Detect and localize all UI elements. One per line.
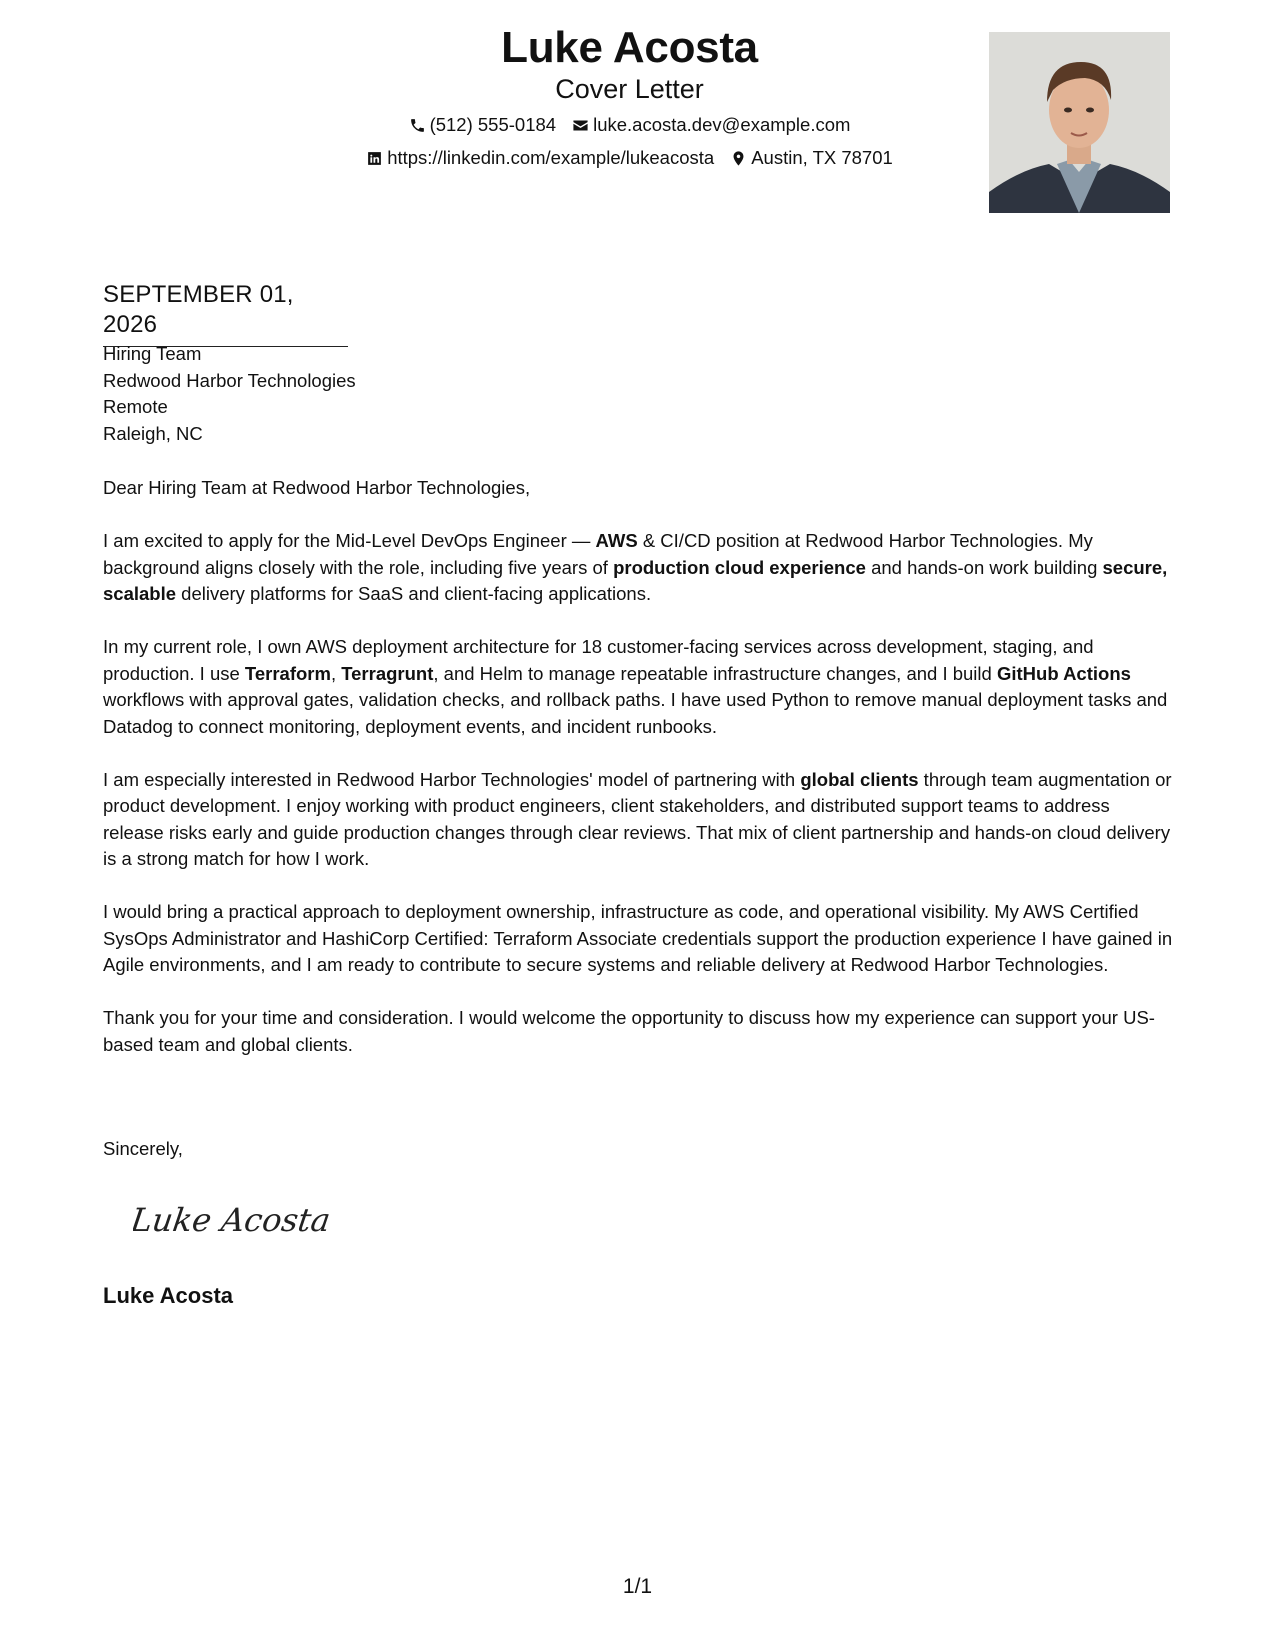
body-paragraph-3: I am especially interested in Redwood Harbor Technologies' model of partnering with global clients through team augmentation or product development. I enjoy working with product engineers, client stakeholders, and distributed support teams to address release risks early and guide production changes through clear reviews. That mix of client partnership and hands-on cloud delivery is a strong match for how I work.: [103, 768, 1172, 869]
email-contact[interactable]: [572, 113, 850, 137]
svg-text:Luke Acosta: Luke Acosta: [133, 1201, 333, 1239]
recipient-line: Redwood Harbor Technologies: [103, 369, 356, 391]
recipient-line: Remote: [103, 396, 168, 417]
linkedin-contact[interactable]: [366, 146, 714, 170]
location-contact: [730, 146, 893, 170]
closing: Sincerely,: [103, 1138, 183, 1159]
document-subtitle: Cover Letter: [555, 74, 704, 104]
phone-number: (512) 555-0184: [429, 114, 557, 135]
body-paragraph-5: Thank you for your time and consideration. I would welcome the opportunity to discuss how my experience can support your US-based team and global clients.: [103, 1007, 1155, 1055]
linkedin-url: https://linkedin.com/example/lukeacosta: [387, 147, 715, 168]
map-pin-icon: [730, 150, 747, 167]
signed-name: Luke Acosta: [103, 1283, 234, 1308]
handwritten-signature: [133, 1193, 343, 1243]
recipient-line: Hiring Team: [103, 343, 202, 364]
body-paragraph-4: I would bring a practical approach to deployment ownership, infrastructure as code, and operational visibility. My AWS Certified SysOps Administrator and HashiCorp Certified: Terraform Associate credentials support the production experience I have gained in Agile environments, and I am ready to contribute to secure systems and reliable delivery at Redwood Harbor Technologies.: [103, 901, 1173, 975]
phone-icon: [409, 117, 426, 134]
phone-contact[interactable]: [409, 113, 557, 137]
body-paragraph-2: In my current role, I own AWS deployment architecture for 18 customer-facing services across development, staging, and production. I use Terraform, Terragrunt, and Helm to manage repeatable infrastructure changes, and I build GitHub Actions workflows with approval gates, validation checks, and rollback paths. I have used Python to remove manual deployment tasks and Datadog to connect monitoring, deployment events, and incident runbooks.: [103, 636, 1168, 737]
profile-photo: [989, 32, 1170, 213]
recipient-line: Raleigh, NC: [103, 422, 203, 444]
location-text: Austin, TX 78701: [751, 147, 893, 168]
letter-body: [103, 528, 1173, 1085]
applicant-name: Luke Acosta: [501, 23, 758, 72]
recipient-block: [103, 341, 356, 447]
linkedin-icon: [366, 150, 383, 167]
email-address: luke.acosta.dev@example.com: [593, 114, 851, 135]
letter-date: SEPTEMBER 01, 2026: [103, 280, 348, 347]
page-indicator: 1/1: [622, 1575, 653, 1598]
salutation: Dear Hiring Team at Redwood Harbor Technologies,: [103, 477, 531, 498]
body-paragraph-1: I am excited to apply for the Mid-Level DevOps Engineer — AWS & CI/CD position at Redwood Harbor Technologies. My background aligns closely with the role, including five years of production cloud experience and hands-on work building secure, scalable delivery platforms for SaaS and client-facing applications.: [103, 530, 1168, 604]
envelope-icon: [572, 117, 589, 134]
